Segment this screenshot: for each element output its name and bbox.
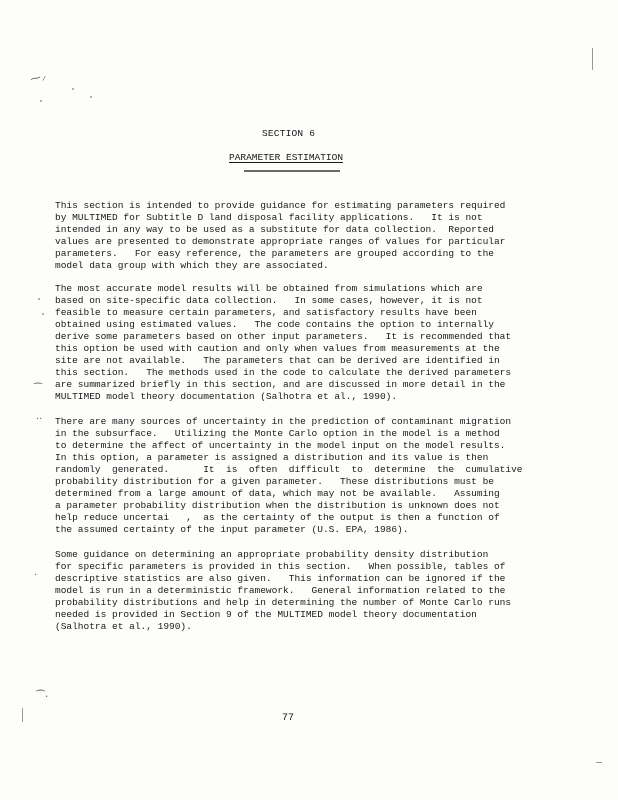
text-line: model data group with which they are associated. bbox=[55, 260, 329, 271]
scan-mark-left: · bbox=[34, 570, 38, 581]
text-line: needed is provided in Section 9 of the MULTIMED model theory documentation bbox=[55, 609, 477, 620]
text-line: this option be used with caution and only when values from measurements at the bbox=[55, 343, 500, 354]
text-line: There are many sources of uncertainty in the prediction of contaminant migration bbox=[55, 416, 512, 427]
text-line: model is run in a deterministic framework. General information related to the bbox=[55, 585, 506, 596]
text-line: the assumed certainty of the input parameter (U.S. EPA, 1986). bbox=[55, 524, 409, 535]
text-line: a parameter probability distribution when the distribution is unknown does not bbox=[55, 500, 500, 511]
text-line: by MULTIMED for Subtitle D land disposal facility applications. It is not bbox=[55, 212, 483, 223]
text-line: probability distributions and help in determining the number of Monte Carlo runs bbox=[55, 597, 512, 608]
text-line: site are not available. The parameters that can be derived are identified in bbox=[55, 355, 500, 366]
text-line: for specific parameters is provided in this section. When possible, tables of bbox=[55, 561, 506, 572]
paragraph-uncertainty bbox=[55, 416, 555, 536]
text-line: intended in any way to be used as a substitute for data collection. Reported bbox=[55, 224, 494, 235]
text-line: this section. The methods used in the code to calculate the derived parameters bbox=[55, 367, 512, 378]
scan-speck bbox=[40, 100, 42, 102]
text-line: in the subsurface. Utilizing the Monte Carlo option in the model is a method bbox=[55, 428, 500, 439]
paragraph-intro bbox=[55, 200, 555, 272]
text-line: MULTIMED model theory documentation (Salhotra et al., 1990). bbox=[55, 391, 398, 402]
text-line: (Salhotra et al., 1990). bbox=[55, 621, 192, 632]
text-line: obtained using estimated values. The code contains the option to internally bbox=[55, 319, 494, 330]
text-line: This section is intended to provide guidance for estimating parameters required bbox=[55, 200, 506, 211]
scan-speck bbox=[592, 48, 593, 70]
scan-speck bbox=[42, 313, 44, 315]
text-line: The most accurate model results will be obtained from simulations which are bbox=[55, 283, 483, 294]
text-line: to determine the affect of uncertainty in the model input on the model results. bbox=[55, 440, 506, 451]
scan-mark-left: ·· bbox=[36, 414, 43, 425]
text-line: determined from a large amount of data, which may not be available. Assuming bbox=[55, 488, 500, 499]
text-line: Some guidance on determining an appropriate probability density distribution bbox=[55, 549, 489, 560]
text-line: are summarized briefly in this section, and are discussed in more detail in the bbox=[55, 379, 506, 390]
text-line: descriptive statistics are also given. This information can be ignored if the bbox=[55, 573, 506, 584]
scan-speck bbox=[90, 96, 92, 98]
page-number: 77 bbox=[282, 713, 295, 724]
scan-speck bbox=[22, 708, 23, 722]
scan-speck bbox=[38, 298, 40, 300]
text-line: randomly generated. It is often difficult to determine the cumulative bbox=[55, 464, 523, 475]
text-line: In this option, a parameter is assigned a distribution and its value is then bbox=[55, 452, 489, 463]
paragraph-model-results bbox=[55, 283, 555, 403]
text-line: parameters. For easy reference, the parameters are grouped according to the bbox=[55, 248, 494, 259]
scan-mark-top-left: ⁓⸝ bbox=[28, 69, 48, 86]
section-title: PARAMETER ESTIMATION bbox=[229, 152, 344, 163]
text-line: based on site-specific data collection. In some cases, however, it is not bbox=[55, 295, 483, 306]
title-underline-rule bbox=[244, 170, 340, 172]
text-line: feasible to measure certain parameters, and satisfactory results have been bbox=[55, 307, 477, 318]
text-line: probability distribution for a given parameter. These distributions must be bbox=[55, 476, 494, 487]
scan-speck bbox=[596, 762, 602, 763]
text-line: derive some parameters based on other input parameters. It is recommended that bbox=[55, 331, 512, 342]
scan-mark-bottom-left: ⁀· bbox=[36, 690, 49, 703]
paragraph-guidance bbox=[55, 549, 555, 633]
section-heading: SECTION 6 bbox=[262, 128, 316, 139]
scan-mark-left: ⁀ bbox=[34, 384, 43, 395]
scan-speck bbox=[72, 88, 74, 90]
text-line: help reduce uncertai , as the certainty of the output is then a function of bbox=[55, 512, 500, 523]
text-line: values are presented to demonstrate appropriate ranges of values for particular bbox=[55, 236, 506, 247]
